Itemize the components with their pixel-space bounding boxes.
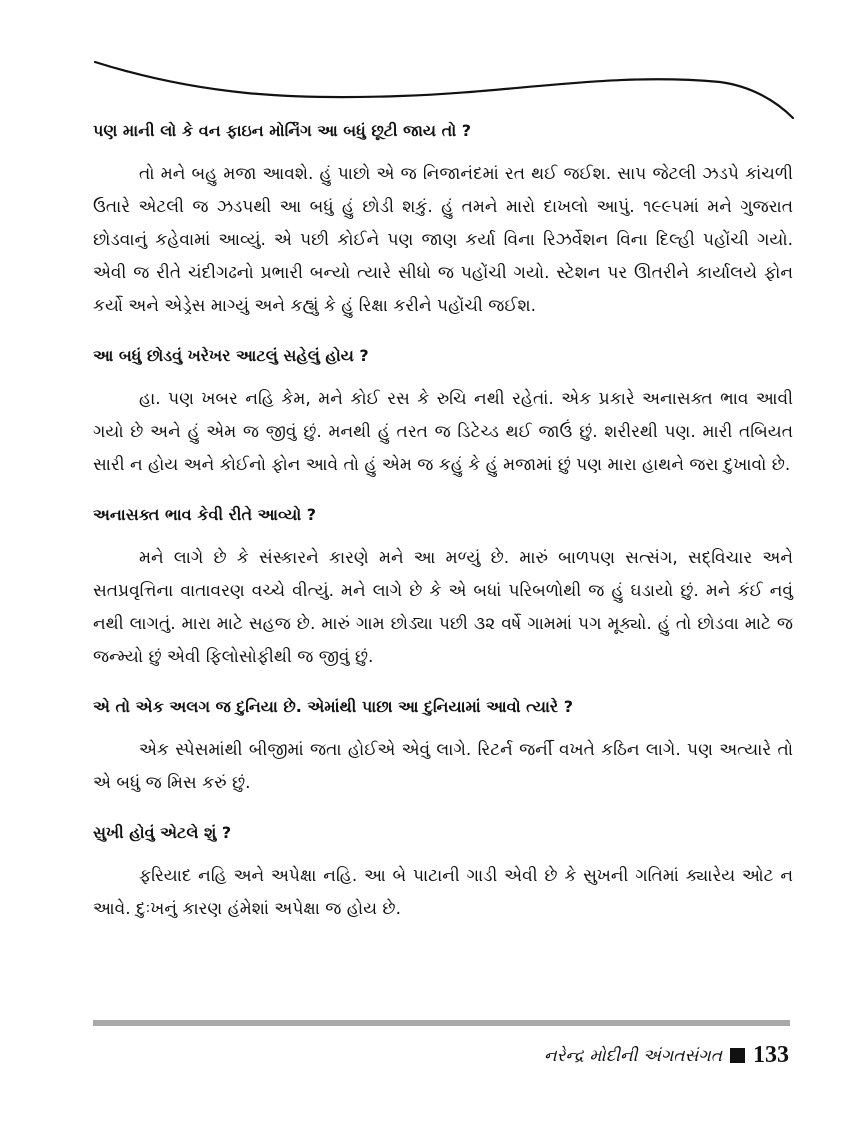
- answer-1: તો મને બહુ મજા આવશે. હું પાછો એ જ નિજાનંદમાં રત થઈ જઈશ. સાપ જેટલી ઝડપે કાંચળી ઉતારે એટલી જ ઝડપથી આ બધું હું છોડી શકું. હું તમને મારો દાખલો આપું. ૧૯૯૫માં મને ગુજરાત છોડવાનું કહેવામાં આવ્યું. એ પછી કોઈને પણ જાણ કર્યા વિના રિઝર્વેશન વિના દિલ્હી પહોંચી ગયો. એવી જ રીતે ચંદીગઢનો પ્રભારી બન્યો ત્યારે સીધો જ પહોંચી ગયો. સ્ટેશન પર ઊતરીને કાર્યાલયે ફોન કર્યો અને એડ્રેસ માગ્યું અને કહ્યું કે હું રિક્ષા કરીને પહોંચી જઈશ.: [93, 164, 793, 316]
- interview-content: [93, 118, 793, 946]
- question-2: આ બધું છોડવું ખરેખર આટલું સહેલું હોય ?: [93, 346, 369, 365]
- question-3: અનાસક્ત ભાવ કેવી રીતે આવ્યો ?: [93, 505, 317, 524]
- answer-4: એક સ્પેસમાંથી બીજીમાં જતા હોઈએ એવું લાગે. રિટર્ન જર્ની વખતે કઠિન લાગે. પણ અત્યારે તો એ બધું જ મિસ કરું છું.: [93, 740, 793, 793]
- question-4: એ તો એક અલગ જ દુનિયા છે. એમાંથી પાછા આ દુનિયામાં આવો ત્યારે ?: [93, 697, 574, 716]
- answer-2: હા. પણ ખબર નહિ કેમ, મને કોઈ રસ કે રુચિ નથી રહેતાં. એક પ્રકારે અનાસક્ત ભાવ આવી ગયો છે અને હું એમ જ જીવું છું. મનથી હું તરત જ ડિટેચ્ડ થઈ જાઉં છું. શરીરથી પણ. મારી તબિયત સારી ન હોય અને કોઈનો ફોન આવે તો હું એમ જ કહું કે હું મજામાં છું પણ મારા હાથને જરા દુખાવો છે.: [93, 389, 793, 475]
- page-footer: [544, 1042, 789, 1069]
- footer-rule: [93, 1020, 790, 1026]
- question-1: પણ માની લો કે વન ફાઇન મોર્નિંગ આ બધું છૂટી જાય તો ?: [93, 121, 472, 140]
- page-number: 133: [753, 1042, 789, 1068]
- answer-3: મને લાગે છે કે સંસ્કારને કારણે મને આ મળ્યું છે. મારું બાળપણ સત્સંગ, સદ્‌વિચાર અને સતપ્રવૃત્તિના વાતાવરણ વચ્ચે વીત્યું. મને લાગે છે કે એ બધાં પરિબળોથી જ હું ઘડાયો છું. મને કંઈ નવું નથી લાગતું. મારા માટે સહજ છે. મારું ગામ છોડ્યા પછી ૩૨ વર્ષે ગામમાં પગ મૂક્યો. હું તો છોડવા માટે જ જન્મ્યો છું એવી ફિલોસોફીથી જ જીવું છું.: [93, 548, 793, 667]
- square-bullet-icon: [730, 1048, 745, 1063]
- decorative-wave-line: [0, 0, 855, 130]
- book-title: નરેન્દ્ર મોદીની અંગતસંગત: [543, 1045, 722, 1066]
- answer-5: ફરિયાદ નહિ અને અપેક્ષા નહિ. આ બે પાટાની ગાડી એવી છે કે સુખની ગતિમાં ક્યારેય ઓટ ન આવે. દુઃખનું કારણ હંમેશાં અપેક્ષા જ હોય છે.: [93, 866, 793, 919]
- question-5: સુખી હોવું એટલે શું ?: [93, 823, 232, 842]
